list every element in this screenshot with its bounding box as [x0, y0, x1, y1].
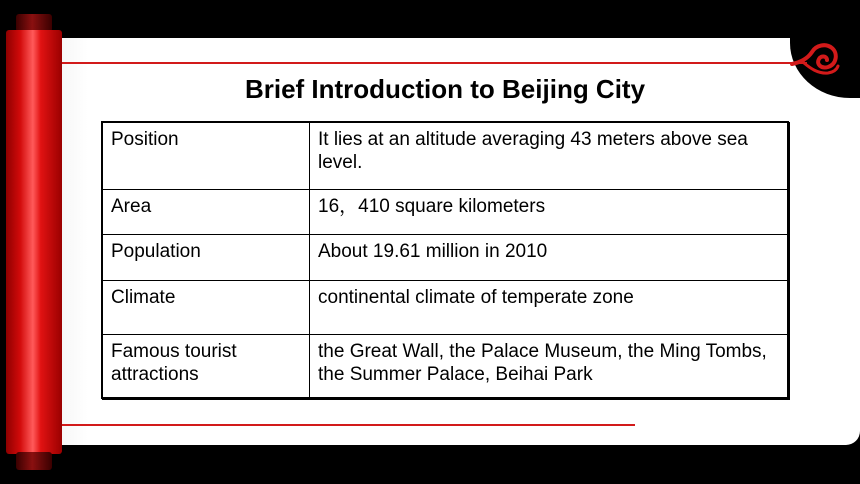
row-value: the Great Wall, the Palace Museum, the Ming Tombs, the Summer Palace, Beihai Park — [310, 335, 789, 399]
row-label: Area — [102, 190, 310, 235]
row-label: Famous tourist attractions — [102, 335, 310, 399]
table-row — [102, 281, 788, 335]
table-row — [102, 235, 788, 281]
table-row — [102, 122, 788, 190]
row-value: continental climate of temperate zone — [310, 281, 789, 335]
bottom-decorative-line — [62, 424, 635, 426]
row-label: Position — [102, 122, 310, 190]
row-value: It lies at an altitude averaging 43 meters above sea level. — [310, 122, 789, 190]
scroll-rod-bottom-cap — [16, 452, 52, 470]
row-value: About 19.61 million in 2010 — [310, 235, 789, 281]
table-row — [102, 335, 788, 399]
page-title: Brief Introduction to Beijing City — [244, 74, 646, 104]
row-label: Climate — [102, 281, 310, 335]
info-table — [101, 121, 789, 399]
row-value: 16，410 square kilometers — [310, 190, 789, 235]
red-swirl-ornament-icon — [790, 40, 840, 84]
row-label: Population — [102, 235, 310, 281]
table-row — [102, 190, 788, 235]
scroll-rod-icon — [6, 30, 62, 454]
top-decorative-line — [62, 62, 807, 64]
